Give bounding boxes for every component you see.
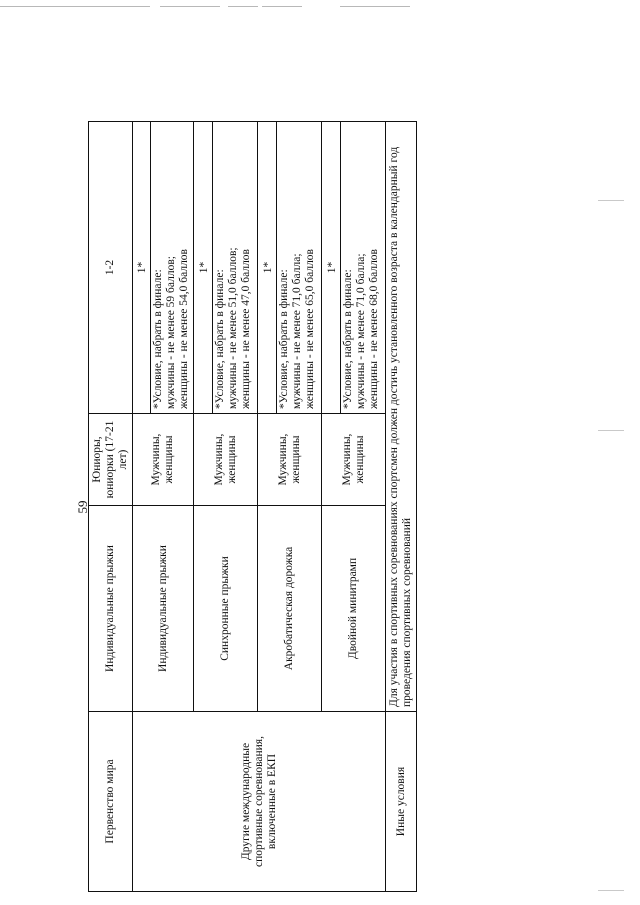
row-condition (341, 122, 382, 413)
scan-artifact-line (0, 6, 150, 7)
group-label: Другие международные спортивные соревнования, включенные в ЕКП (133, 712, 386, 892)
condition-women: женщины - не менее 68,0 баллов (368, 249, 380, 409)
row-gender: Мужчины, женщины (258, 414, 322, 506)
condition-women: женщины - не менее 54,0 баллов (177, 249, 190, 409)
page-number: 59 (75, 500, 90, 514)
scan-artifact-line (262, 6, 302, 7)
footer-label: Иные условия (386, 712, 417, 892)
qualification-table (88, 121, 417, 892)
row-place-cell (322, 122, 386, 414)
footer-text: Для участия в спортивных соревнованиях спортсмен должен достичь установленного возраста в календарный год проведения спортивных соревнований (386, 122, 417, 712)
table-row (386, 122, 417, 892)
row-place: 1* (135, 122, 151, 413)
row-place-cell (194, 122, 258, 414)
row-discipline: Синхронные прыжки (194, 506, 258, 712)
scan-artifact-line (160, 6, 220, 7)
scan-artifact-line (598, 430, 624, 431)
condition-men: мужчины - не менее 51,0 баллов; (227, 247, 239, 409)
condition-women: женщины - не менее 65,0 баллов (304, 249, 316, 409)
condition-men: мужчины - не менее 71,0 балла; (291, 253, 303, 409)
row-place: 1* (261, 122, 277, 413)
condition-men: мужчины - не менее 59 баллов; (164, 256, 177, 409)
condition-lead: *Условие, набрать в финале: (151, 269, 164, 409)
row-discipline: Акробатическая дорожка (258, 506, 322, 712)
row-discipline: Двойной минитрамп (322, 506, 386, 712)
scan-artifact-line (228, 6, 258, 7)
header-age-group: Юниоры, юниорки (17-21 лет) (89, 414, 133, 506)
row-condition (277, 122, 318, 413)
header-place: 1-2 (89, 122, 133, 414)
scan-artifact-line (598, 890, 624, 891)
header-discipline: Индивидуальные прыжки (89, 506, 133, 712)
condition-lead: *Условие, набрать в финале: (342, 269, 354, 409)
row-gender: Мужчины, женщины (194, 414, 258, 506)
rotated-page-content (74, 122, 413, 892)
condition-men: мужчины - не менее 71,0 балла; (355, 253, 367, 409)
scan-artifact-line (340, 6, 410, 7)
row-condition (151, 122, 192, 413)
table-row (89, 122, 133, 892)
row-place: 1* (325, 122, 341, 413)
condition-lead: *Условие, набрать в финале: (278, 269, 290, 409)
condition-women: женщины - не менее 47,0 баллов (240, 249, 252, 409)
row-discipline: Индивидуальные прыжки (133, 506, 194, 712)
row-gender: Мужчины, женщины (133, 414, 194, 506)
row-place: 1* (197, 122, 213, 413)
row-condition (213, 122, 254, 413)
condition-lead: *Условие, набрать в финале: (214, 269, 226, 409)
row-gender: Мужчины, женщины (322, 414, 386, 506)
row-place-cell (133, 122, 194, 414)
header-event: Первенство мира (89, 712, 133, 892)
table-row (133, 122, 194, 892)
row-place-cell (258, 122, 322, 414)
scan-artifact-line (598, 200, 624, 201)
